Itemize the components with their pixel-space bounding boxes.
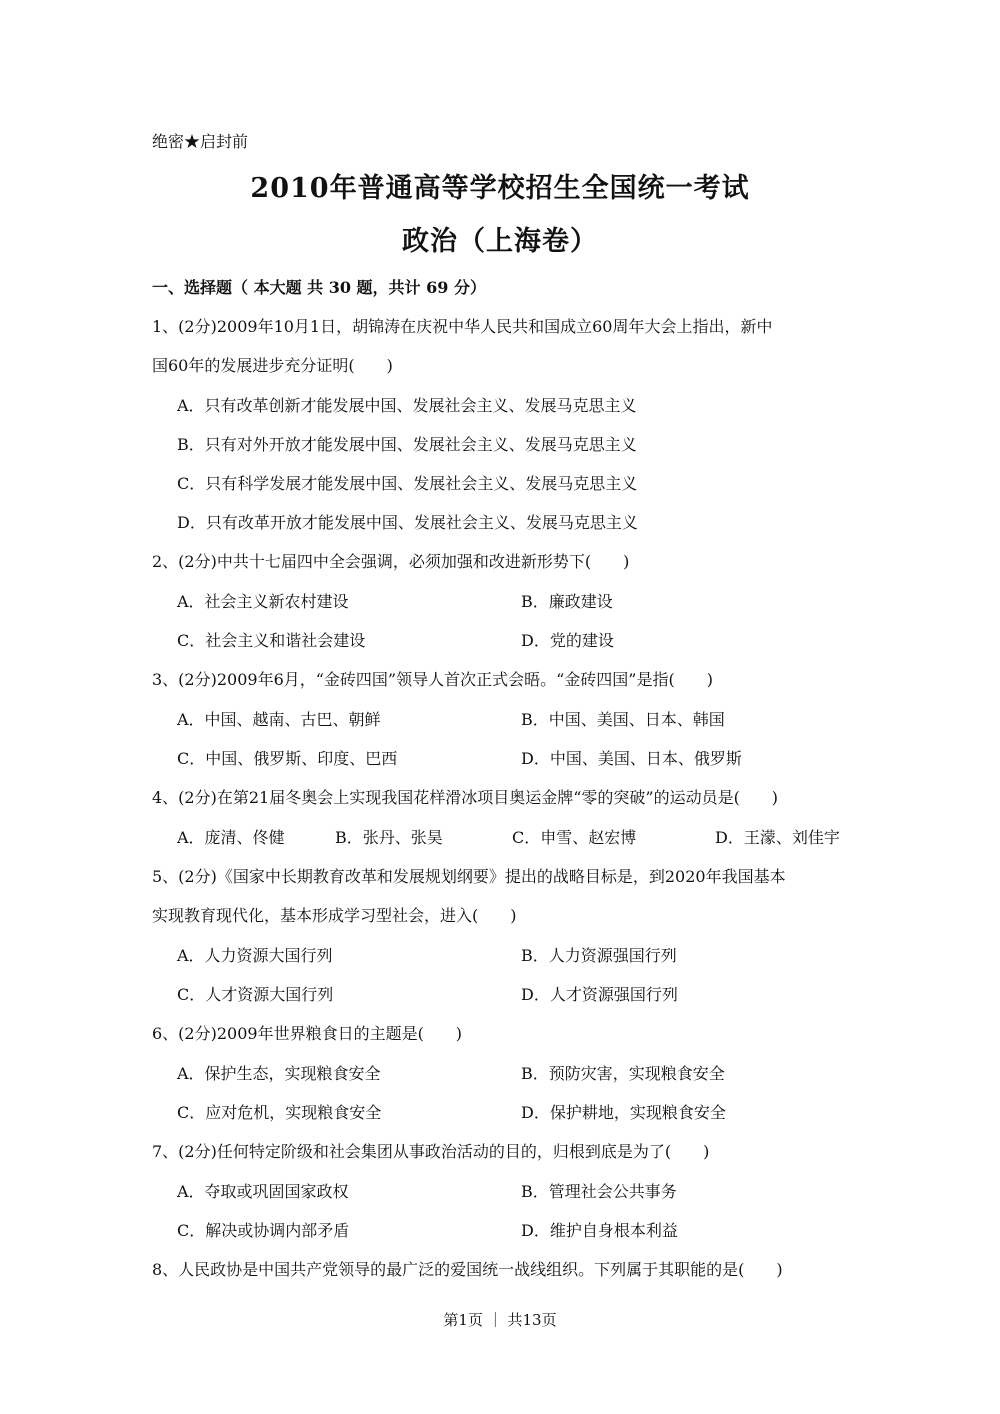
exam-subtitle: 政治（上海卷）: [402, 226, 598, 257]
question-3-text: 3、(2分)2009年6月，“金砖四国”领导人首次正式会晤。“金砖四国”是指( ): [152, 670, 713, 689]
question-7-option-c: C．解决或协调内部矛盾: [177, 1221, 350, 1240]
question-1-option-a: A．只有改革创新才能发展中国、发展社会主义、发展马克思主义: [177, 396, 637, 415]
question-6-text: 6、(2分)2009年世界粮食日的主题是( ): [152, 1024, 463, 1043]
question-4-option-d: D．王濛、刘佳宇: [715, 828, 840, 847]
question-2-option-c: C．社会主义和谐社会建设: [177, 631, 366, 650]
question-2-option-b: B．廉政建设: [521, 592, 613, 611]
question-5-text-cont: 实现教育现代化，基本形成学习型社会，进入( ): [152, 906, 517, 925]
question-6-option-d: D．保护耕地，实现粮食安全: [521, 1103, 726, 1122]
page-footer: 第1页 ｜ 共13页: [443, 1311, 557, 1329]
question-3-option-a: A．中国、越南、古巴、朝鲜: [177, 710, 381, 729]
question-3-option-b: B．中国、美国、日本、韩国: [521, 710, 725, 729]
question-5-option-a: A．人力资源大国行列: [177, 946, 333, 965]
question-1-text-cont: 国60年的发展进步充分证明( ): [152, 356, 393, 375]
section-title: 一、选择题（ 本大题 共 30 题，共计 69 分）: [152, 278, 486, 297]
question-6-option-c: C．应对危机，实现粮食安全: [177, 1103, 382, 1122]
question-7-option-b: B．管理社会公共事务: [521, 1182, 677, 1201]
question-7-text: 7、(2分)任何特定阶级和社会集团从事政治活动的目的，归根到底是为了( ): [152, 1142, 710, 1161]
question-1-option-d: D．只有改革开放才能发展中国、发展社会主义、发展马克思主义: [177, 513, 638, 532]
question-1-option-c: C．只有科学发展才能发展中国、发展社会主义、发展马克思主义: [177, 474, 638, 493]
question-1-text: 1、(2分)2009年10月1日，胡锦涛在庆祝中华人民共和国成立60周年大会上指出，新中: [152, 317, 773, 336]
question-3-option-c: C．中国、俄罗斯、印度、巴西: [177, 749, 398, 768]
question-6-option-a: A．保护生态，实现粮食安全: [177, 1064, 381, 1083]
question-3-option-d: D．中国、美国、日本、俄罗斯: [521, 749, 742, 768]
question-4-option-a: A．庞清、佟健: [177, 828, 285, 847]
question-8-text: 8、人民政协是中国共产党领导的最广泛的爱国统一战线组织。下列属于其职能的是( ): [152, 1260, 783, 1279]
question-5-text: 5、(2分)《国家中长期教育改革和发展规划纲要》提出的战略目标是，到2020年我国基本: [152, 867, 786, 886]
question-4-option-b: B．张丹、张昊: [335, 828, 443, 847]
question-7-option-a: A．夺取或巩固国家政权: [177, 1182, 349, 1201]
question-7-option-d: D．维护自身根本利益: [521, 1221, 678, 1240]
question-2-option-d: D．党的建设: [521, 631, 614, 650]
exam-title: 2010年普通高等学校招生全国统一考试: [250, 173, 750, 204]
question-1-option-b: B．只有对外开放才能发展中国、发展社会主义、发展马克思主义: [177, 435, 637, 454]
question-2-text: 2、(2分)中共十七届四中全会强调，必须加强和改进新形势下( ): [152, 552, 630, 571]
question-4-option-c: C．申雪、赵宏博: [512, 828, 637, 847]
question-6-option-b: B．预防灾害，实现粮食安全: [521, 1064, 725, 1083]
question-4-text: 4、(2分)在第21届冬奥会上实现我国花样滑冰项目奥运金牌“零的突破”的运动员是( ): [152, 788, 779, 807]
question-5-option-c: C．人才资源大国行列: [177, 985, 334, 1004]
question-5-option-d: D．人才资源强国行列: [521, 985, 678, 1004]
secret-mark: 绝密★启封前: [152, 132, 249, 151]
question-2-option-a: A．社会主义新农村建设: [177, 592, 349, 611]
question-5-option-b: B．人力资源强国行列: [521, 946, 677, 965]
